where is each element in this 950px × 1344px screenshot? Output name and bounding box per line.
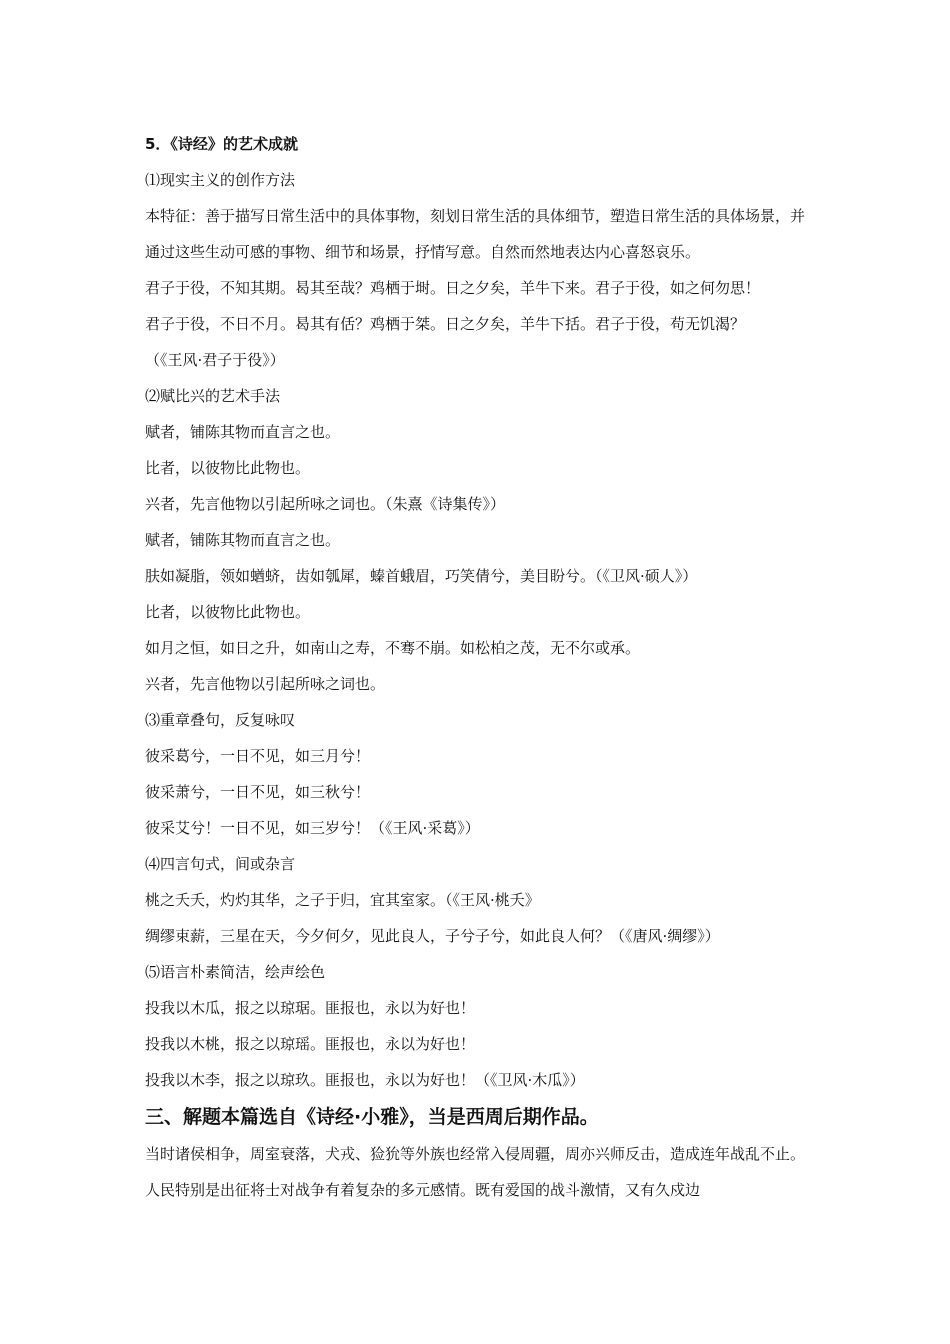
poem-line: 投我以木桃，报之以琼瑶。匪报也，永以为好也！ — [145, 1035, 476, 1053]
paragraph-realism-features: 本特征：善于描写日常生活中的具体事物，刻划日常生活的具体细节，塑造日常生活的具体场景，并通过这些生动可感的事物、细节和场景，抒情写意。自然而然地表达内心喜怒哀乐。 — [145, 207, 806, 261]
poem-line: 君子于役，不日不月。曷其有佸？鸡栖于桀。日之夕矣，羊牛下括。君子于役，苟无饥渴？ — [145, 315, 746, 333]
subsection-title-repetition: ⑶重章叠句，反复咏叹 — [145, 711, 296, 729]
poem-source: （《王风·君子于役》） — [145, 351, 285, 369]
poem-line: 投我以木李，报之以琼玖。匪报也，永以为好也！（《卫风·木瓜》） — [145, 1071, 585, 1089]
definition-bi-repeat: 比者，以彼物比此物也。 — [145, 603, 311, 621]
poem-line: 彼采萧兮，一日不见，如三秋兮！ — [145, 783, 371, 801]
definition-fu-repeat: 赋者，铺陈其物而直言之也。 — [145, 531, 341, 549]
definition-xing: 兴者，先言他物以引起所咏之词也。（朱熹《诗集传》） — [145, 495, 506, 513]
example-bi: 如月之恒，如日之升，如南山之寿，不骞不崩。如松柏之茂，无不尔或承。 — [145, 639, 641, 657]
definition-xing-repeat: 兴者，先言他物以引起所咏之词也。 — [145, 675, 386, 693]
subsection-title-realism: ⑴现实主义的创作方法 — [145, 171, 296, 189]
poem-line: 桃之夭夭，灼灼其华，之子于归，宜其室家。（《王风·桃夭》 — [145, 891, 540, 909]
example-fu: 肤如凝脂，领如蝤蛴，齿如瓠犀，螓首蛾眉，巧笑倩兮，美目盼兮。（《卫风·硕人》） — [145, 567, 698, 585]
document-body — [145, 126, 815, 1208]
definition-fu: 赋者，铺陈其物而直言之也。 — [145, 423, 341, 441]
poem-line: 投我以木瓜，报之以琼琚。匪报也，永以为好也！ — [145, 999, 476, 1017]
poem-line: 绸缪束薪，三星在天，今夕何夕，见此良人，子兮子兮，如此良人何？（《唐风·绸缪》） — [145, 927, 720, 945]
poem-line: 君子于役，不知其期。曷其至哉？鸡栖于埘。日之夕矣，羊牛下来。君子于役，如之何勿思！ — [145, 279, 761, 297]
subsection-title-fubixing: ⑵赋比兴的艺术手法 — [145, 387, 281, 405]
poem-line: 彼采葛兮，一日不见，如三月兮！ — [145, 747, 371, 765]
paragraph-background: 当时诸侯相争，周室衰落，犬戎、猃狁等外族也经常入侵周疆，周亦兴师反击，造成连年战乱不止。人民特别是出征将士对战争有着复杂的多元感情。既有爱国的战斗激情，又有久戍边 — [145, 1145, 806, 1199]
part-three-heading: 三、解题本篇选自《诗经·小雅》，当是西周后期作品。 — [145, 1106, 599, 1128]
subsection-title-language: ⑸语言朴素简洁，绘声绘色 — [145, 963, 326, 981]
subsection-title-four-character: ⑷四言句式，间或杂言 — [145, 855, 296, 873]
poem-line: 彼采艾兮！一日不见，如三岁兮！（《王风·采葛》） — [145, 819, 480, 837]
section-title: 5．《诗经》的艺术成就 — [145, 135, 298, 153]
definition-bi: 比者，以彼物比此物也。 — [145, 459, 311, 477]
